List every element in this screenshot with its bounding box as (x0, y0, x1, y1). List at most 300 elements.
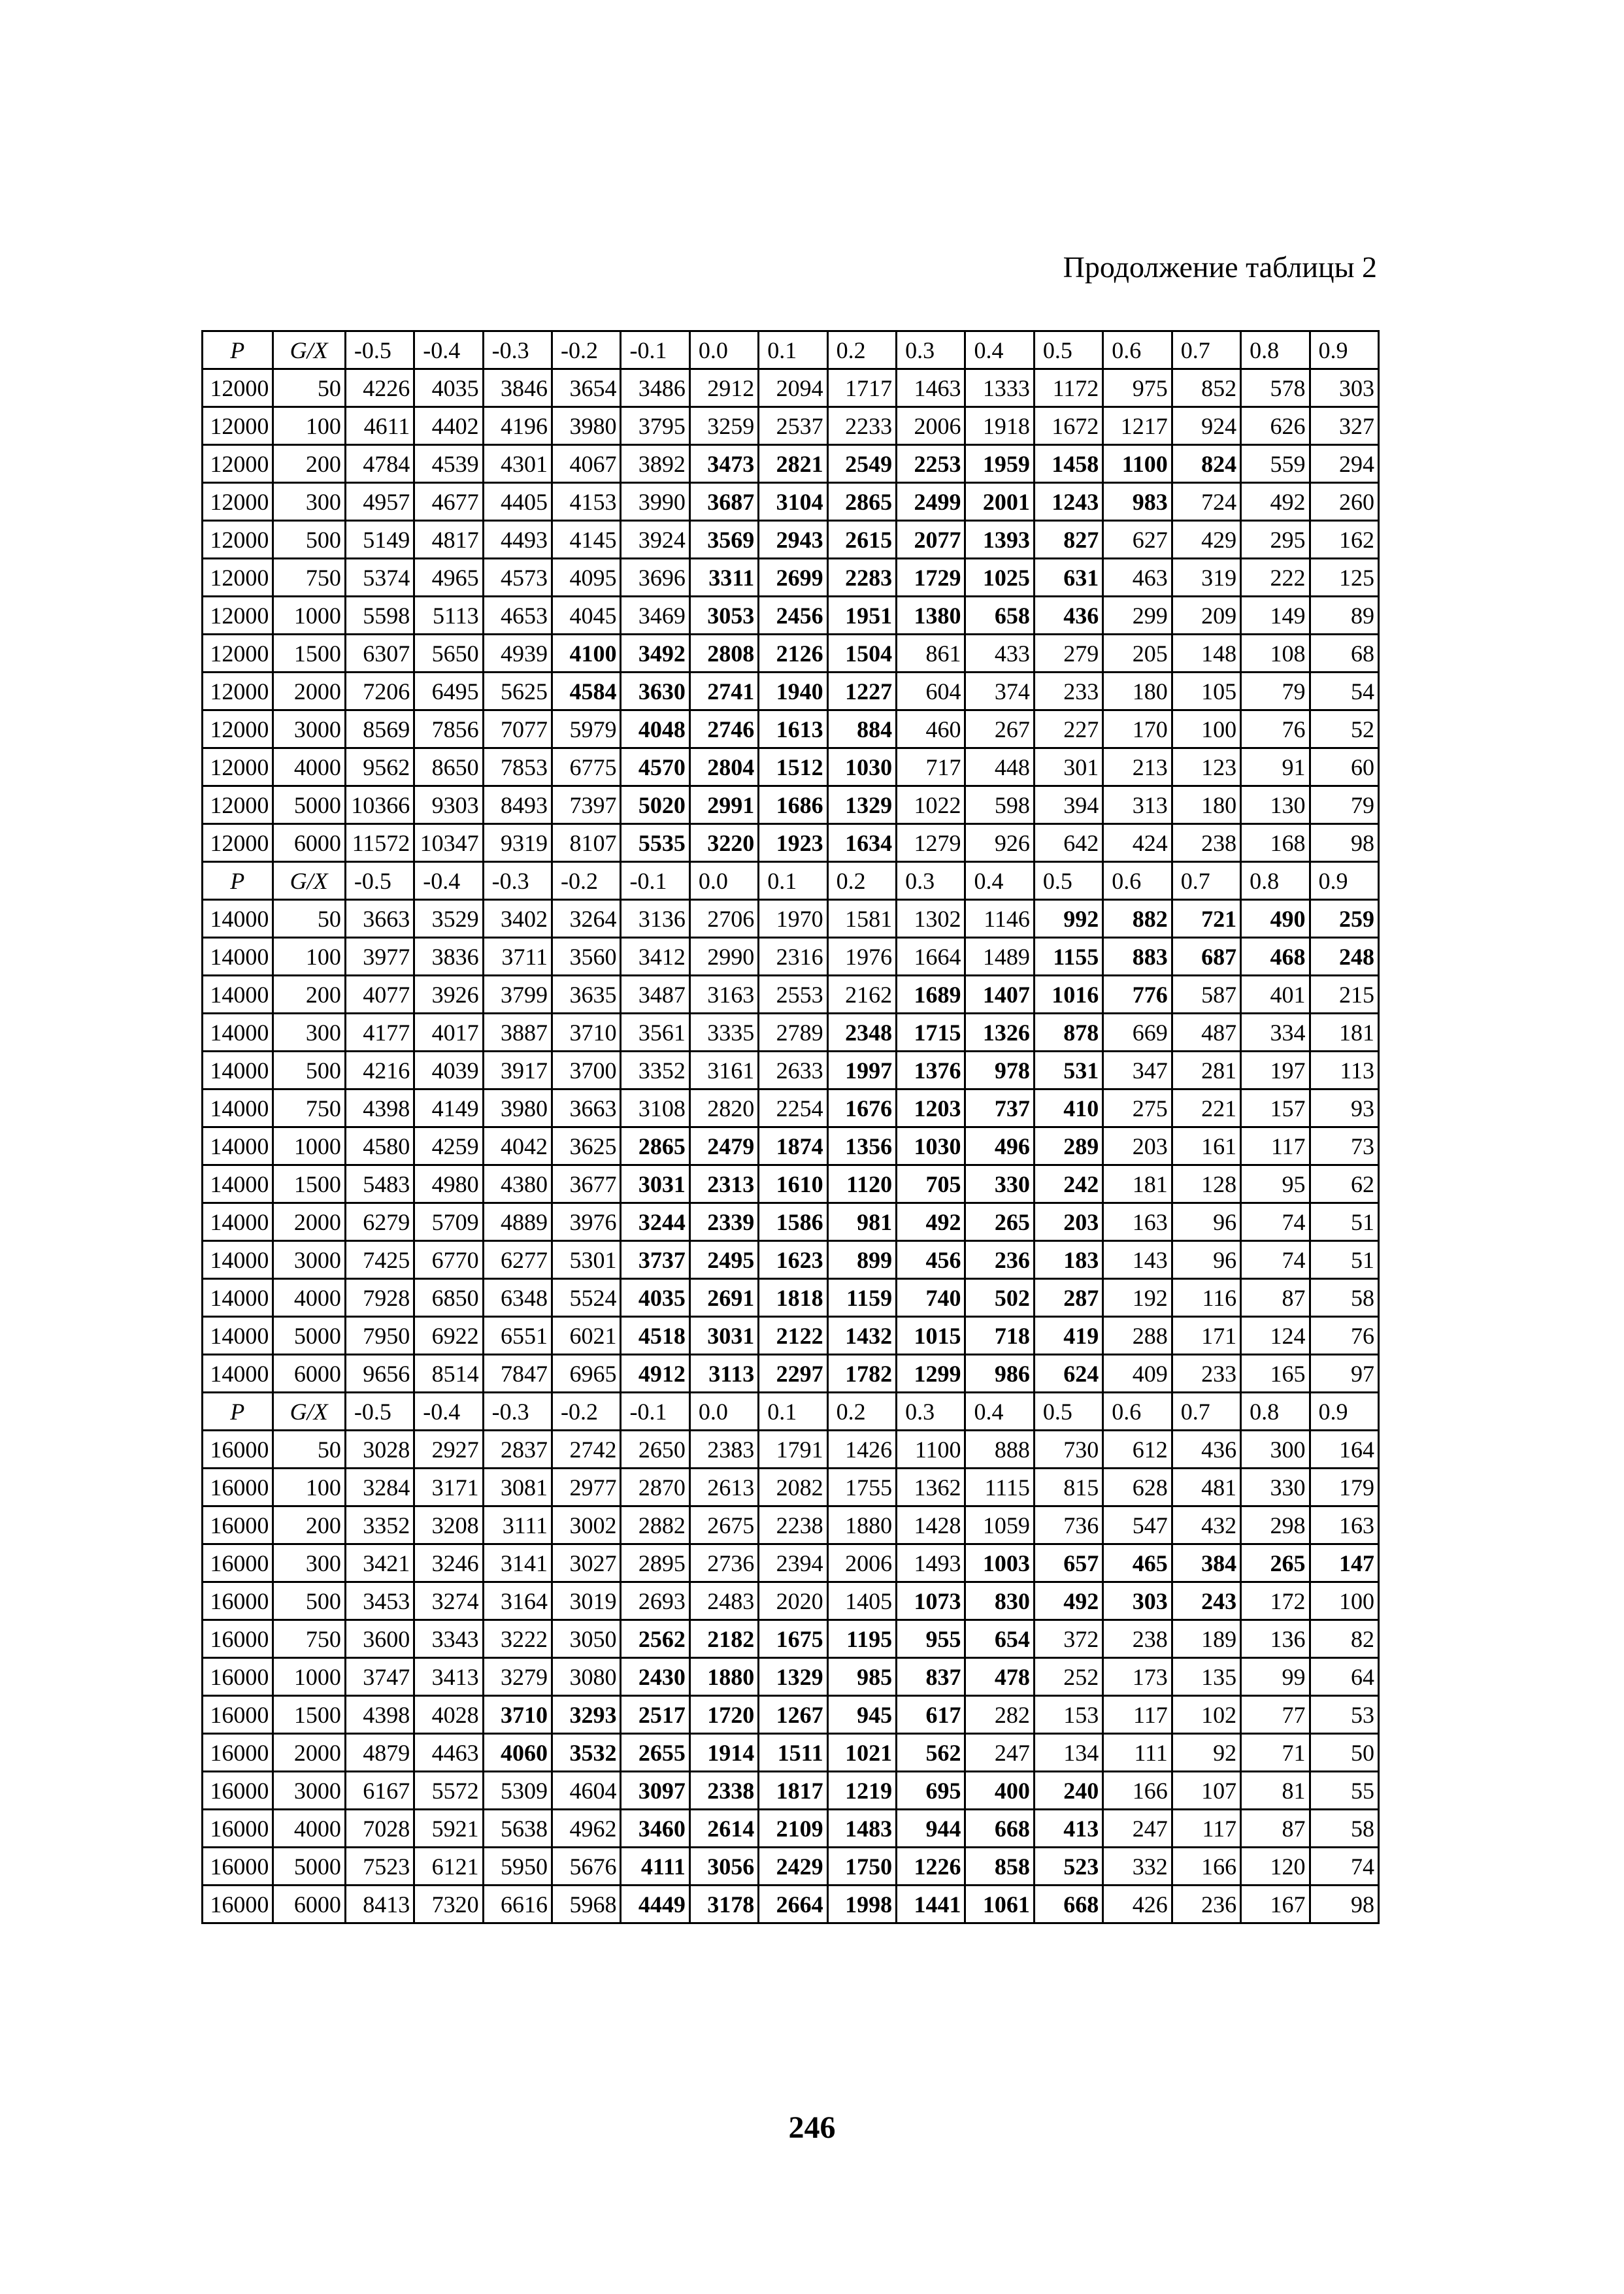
cell-p: 14000 (203, 1317, 273, 1355)
cell-value: 108 (1241, 635, 1310, 673)
cell-value: 5524 (552, 1279, 621, 1317)
cell-value: 409 (1103, 1355, 1172, 1393)
cell-value: 3487 (621, 976, 689, 1014)
cell-value: 4965 (414, 559, 483, 597)
cell-value: 3654 (552, 369, 621, 407)
cell-value: 496 (965, 1127, 1034, 1165)
cell-value: 53 (1310, 1696, 1378, 1734)
cell-value: 1003 (965, 1544, 1034, 1582)
cell-value: 4017 (414, 1014, 483, 1052)
cell-p: 12000 (203, 559, 273, 597)
cell-value: 327 (1310, 407, 1378, 445)
cell-value: 125 (1310, 559, 1378, 597)
cell-value: 2430 (621, 1658, 689, 1696)
cell-gx: 4000 (273, 1279, 345, 1317)
cell-value: 2338 (689, 1772, 758, 1810)
cell-value: 2253 (897, 445, 965, 483)
cell-value: 975 (1103, 369, 1172, 407)
cell-value: 2297 (759, 1355, 827, 1393)
cell-gx: 300 (273, 483, 345, 521)
header-cell: -0.5 (345, 862, 414, 900)
cell-value: 721 (1172, 900, 1240, 938)
cell-value: 233 (1034, 673, 1102, 710)
header-cell: 0.9 (1310, 862, 1378, 900)
cell-value: 4570 (621, 748, 689, 786)
cell-value: 3413 (414, 1658, 483, 1696)
cell-value: 424 (1103, 824, 1172, 862)
cell-value: 1329 (827, 786, 896, 824)
cell-value: 3980 (483, 1089, 552, 1127)
cell-value: 197 (1241, 1052, 1310, 1089)
cell-gx: 1500 (273, 635, 345, 673)
cell-value: 5968 (552, 1886, 621, 1923)
cell-value: 1610 (759, 1165, 827, 1203)
cell-value: 986 (965, 1355, 1034, 1393)
cell-value: 2927 (414, 1431, 483, 1469)
cell-value: 275 (1103, 1089, 1172, 1127)
cell-value: 117 (1241, 1127, 1310, 1165)
cell-value: 2870 (621, 1469, 689, 1506)
cell-value: 888 (965, 1431, 1034, 1469)
cell-value: 96 (1172, 1203, 1240, 1241)
cell-value: 3625 (552, 1127, 621, 1165)
cell-value: 3097 (621, 1772, 689, 1810)
cell-p: 16000 (203, 1772, 273, 1810)
cell-value: 1750 (827, 1848, 896, 1886)
cell-p: 16000 (203, 1544, 273, 1582)
cell-value: 3246 (414, 1544, 483, 1582)
cell-value: 3335 (689, 1014, 758, 1052)
cell-value: 117 (1172, 1810, 1240, 1848)
cell-p: 14000 (203, 1127, 273, 1165)
cell-value: 5020 (621, 786, 689, 824)
cell-value: 1874 (759, 1127, 827, 1165)
cell-value: 419 (1034, 1317, 1102, 1355)
cell-value: 2808 (689, 635, 758, 673)
cell-value: 3264 (552, 900, 621, 938)
cell-value: 1880 (689, 1658, 758, 1696)
cell-value: 736 (1034, 1506, 1102, 1544)
cell-gx: 500 (273, 1582, 345, 1620)
cell-value: 4580 (345, 1127, 414, 1165)
cell-value: 628 (1103, 1469, 1172, 1506)
cell-p: 12000 (203, 710, 273, 748)
cell-value: 3050 (552, 1620, 621, 1658)
cell-value: 426 (1103, 1886, 1172, 1923)
cell-value: 3031 (621, 1165, 689, 1203)
cell-value: 68 (1310, 635, 1378, 673)
cell-value: 203 (1034, 1203, 1102, 1241)
cell-p: 12000 (203, 369, 273, 407)
cell-value: 2020 (759, 1582, 827, 1620)
cell-value: 3028 (345, 1431, 414, 1469)
cell-value: 1016 (1034, 976, 1102, 1014)
cell-value: 303 (1310, 369, 1378, 407)
cell-value: 227 (1034, 710, 1102, 748)
cell-value: 55 (1310, 1772, 1378, 1810)
cell-value: 3532 (552, 1734, 621, 1772)
cell-value: 5650 (414, 635, 483, 673)
cell-value: 260 (1310, 483, 1378, 521)
cell-value: 1676 (827, 1089, 896, 1127)
cell-value: 2614 (689, 1810, 758, 1848)
cell-gx: 1500 (273, 1165, 345, 1203)
cell-value: 2483 (689, 1582, 758, 1620)
table-row (203, 938, 1379, 976)
cell-value: 279 (1034, 635, 1102, 673)
cell-value: 96 (1172, 1241, 1240, 1279)
cell-gx: 200 (273, 976, 345, 1014)
cell-p: 12000 (203, 483, 273, 521)
table-row (203, 1014, 1379, 1052)
cell-value: 4449 (621, 1886, 689, 1923)
cell-value: 578 (1241, 369, 1310, 407)
cell-value: 1405 (827, 1582, 896, 1620)
cell-value: 303 (1103, 1582, 1172, 1620)
header-cell: 0.9 (1310, 331, 1378, 369)
cell-value: 259 (1310, 900, 1378, 938)
cell-value: 8514 (414, 1355, 483, 1393)
cell-value: 502 (965, 1279, 1034, 1317)
cell-p: 14000 (203, 1279, 273, 1317)
cell-value: 1203 (897, 1089, 965, 1127)
header-cell: -0.2 (552, 862, 621, 900)
cell-value: 490 (1241, 900, 1310, 938)
cell-value: 3284 (345, 1469, 414, 1506)
cell-value: 215 (1310, 976, 1378, 1014)
header-cell: 0.0 (689, 862, 758, 900)
table-row (203, 1848, 1379, 1886)
cell-value: 631 (1034, 559, 1102, 597)
cell-value: 4573 (483, 559, 552, 597)
cell-value: 1970 (759, 900, 827, 938)
cell-value: 51 (1310, 1241, 1378, 1279)
cell-value: 2122 (759, 1317, 827, 1355)
cell-gx: 6000 (273, 1355, 345, 1393)
cell-value: 2691 (689, 1279, 758, 1317)
table-row (203, 1165, 1379, 1203)
cell-value: 4405 (483, 483, 552, 521)
cell-value: 1021 (827, 1734, 896, 1772)
cell-value: 6121 (414, 1848, 483, 1886)
header-cell-gx: G/X (273, 1393, 345, 1431)
cell-value: 8650 (414, 748, 483, 786)
cell-value: 3486 (621, 369, 689, 407)
header-cell: 0.3 (897, 862, 965, 900)
cell-value: 1061 (965, 1886, 1034, 1923)
cell-value: 105 (1172, 673, 1240, 710)
cell-value: 6167 (345, 1772, 414, 1810)
cell-value: 669 (1103, 1014, 1172, 1052)
header-cell: -0.1 (621, 1393, 689, 1431)
header-cell: -0.3 (483, 862, 552, 900)
cell-value: 3700 (552, 1052, 621, 1089)
cell-value: 1586 (759, 1203, 827, 1241)
cell-value: 52 (1310, 710, 1378, 748)
cell-value: 4048 (621, 710, 689, 748)
header-cell: -0.4 (414, 331, 483, 369)
cell-gx: 3000 (273, 710, 345, 748)
table-row (203, 1772, 1379, 1810)
cell-value: 740 (897, 1279, 965, 1317)
cell-value: 6277 (483, 1241, 552, 1279)
cell-gx: 200 (273, 445, 345, 483)
cell-value: 100 (1310, 1582, 1378, 1620)
cell-value: 6616 (483, 1886, 552, 1923)
cell-value: 3279 (483, 1658, 552, 1696)
cell-value: 2693 (621, 1582, 689, 1620)
cell-value: 981 (827, 1203, 896, 1241)
cell-gx: 5000 (273, 1317, 345, 1355)
header-cell: -0.2 (552, 1393, 621, 1431)
table-row (203, 1089, 1379, 1127)
cell-value: 2804 (689, 748, 758, 786)
header-cell: -0.3 (483, 1393, 552, 1431)
cell-p: 12000 (203, 407, 273, 445)
cell-value: 102 (1172, 1696, 1240, 1734)
cell-value: 93 (1310, 1089, 1378, 1127)
cell-value: 468 (1241, 938, 1310, 976)
cell-value: 1022 (897, 786, 965, 824)
cell-p: 14000 (203, 938, 273, 976)
cell-value: 3019 (552, 1582, 621, 1620)
cell-value: 1362 (897, 1469, 965, 1506)
cell-value: 1463 (897, 369, 965, 407)
cell-value: 400 (965, 1772, 1034, 1810)
cell-value: 1100 (1103, 445, 1172, 483)
cell-value: 3561 (621, 1014, 689, 1052)
cell-value: 3980 (552, 407, 621, 445)
cell-value: 330 (1241, 1469, 1310, 1506)
cell-value: 265 (965, 1203, 1034, 1241)
cell-p: 12000 (203, 521, 273, 559)
cell-value: 2094 (759, 369, 827, 407)
cell-p: 14000 (203, 1241, 273, 1279)
cell-gx: 4000 (273, 748, 345, 786)
cell-value: 50 (1310, 1734, 1378, 1772)
cell-value: 164 (1310, 1431, 1378, 1469)
cell-value: 162 (1310, 521, 1378, 559)
cell-value: 433 (965, 635, 1034, 673)
cell-value: 687 (1172, 938, 1240, 976)
cell-value: 1073 (897, 1582, 965, 1620)
cell-value: 410 (1034, 1089, 1102, 1127)
cell-value: 1219 (827, 1772, 896, 1810)
cell-value: 135 (1172, 1658, 1240, 1696)
cell-p: 14000 (203, 1355, 273, 1393)
cell-value: 3081 (483, 1469, 552, 1506)
cell-value: 2633 (759, 1052, 827, 1089)
cell-value: 456 (897, 1241, 965, 1279)
cell-value: 248 (1310, 938, 1378, 976)
cell-value: 77 (1241, 1696, 1310, 1734)
cell-value: 478 (965, 1658, 1034, 1696)
cell-value: 562 (897, 1734, 965, 1772)
cell-p: 16000 (203, 1734, 273, 1772)
cell-value: 4226 (345, 369, 414, 407)
cell-value: 3293 (552, 1696, 621, 1734)
cell-value: 136 (1241, 1620, 1310, 1658)
cell-p: 16000 (203, 1431, 273, 1469)
cell-value: 3799 (483, 976, 552, 1014)
header-cell: 0.1 (759, 1393, 827, 1431)
cell-value: 7950 (345, 1317, 414, 1355)
cell-value: 2499 (897, 483, 965, 521)
cell-value: 98 (1310, 1886, 1378, 1923)
cell-value: 2865 (621, 1127, 689, 1165)
cell-value: 492 (1241, 483, 1310, 521)
cell-value: 1613 (759, 710, 827, 748)
header-cell: 0.4 (965, 862, 1034, 900)
cell-value: 5638 (483, 1810, 552, 1848)
header-cell: 0.7 (1172, 862, 1240, 900)
cell-value: 1664 (897, 938, 965, 976)
cell-value: 205 (1103, 635, 1172, 673)
cell-value: 3630 (621, 673, 689, 710)
cell-value: 3836 (414, 938, 483, 976)
table-row (203, 1431, 1379, 1469)
cell-value: 87 (1241, 1279, 1310, 1317)
header-cell: 0.4 (965, 1393, 1034, 1431)
cell-value: 165 (1241, 1355, 1310, 1393)
cell-value: 319 (1172, 559, 1240, 597)
cell-value: 983 (1103, 483, 1172, 521)
cell-value: 1880 (827, 1506, 896, 1544)
cell-value: 5301 (552, 1241, 621, 1279)
cell-value: 2126 (759, 635, 827, 673)
cell-value: 149 (1241, 597, 1310, 635)
cell-value: 161 (1172, 1127, 1240, 1165)
cell-value: 852 (1172, 369, 1240, 407)
cell-value: 124 (1241, 1317, 1310, 1355)
cell-value: 1267 (759, 1696, 827, 1734)
cell-value: 1940 (759, 673, 827, 710)
header-cell: 0.1 (759, 862, 827, 900)
cell-value: 180 (1103, 673, 1172, 710)
cell-value: 171 (1172, 1317, 1240, 1355)
cell-value: 945 (827, 1696, 896, 1734)
cell-value: 3976 (552, 1203, 621, 1241)
cell-value: 3208 (414, 1506, 483, 1544)
cell-value: 111 (1103, 1734, 1172, 1772)
cell-value: 1393 (965, 521, 1034, 559)
cell-value: 238 (1103, 1620, 1172, 1658)
cell-value: 172 (1241, 1582, 1310, 1620)
cell-value: 1155 (1034, 938, 1102, 976)
cell-value: 3171 (414, 1469, 483, 1506)
cell-value: 1380 (897, 597, 965, 635)
cell-value: 301 (1034, 748, 1102, 786)
cell-value: 4817 (414, 521, 483, 559)
cell-value: 4035 (414, 369, 483, 407)
cell-value: 3990 (621, 483, 689, 521)
cell-gx: 1000 (273, 1127, 345, 1165)
cell-value: 4149 (414, 1089, 483, 1127)
cell-value: 3031 (689, 1317, 758, 1355)
cell-value: 878 (1034, 1014, 1102, 1052)
cell-value: 3600 (345, 1620, 414, 1658)
cell-value: 2313 (689, 1165, 758, 1203)
cell-value: 166 (1172, 1848, 1240, 1886)
cell-value: 4402 (414, 407, 483, 445)
cell-value: 1458 (1034, 445, 1102, 483)
header-cell: -0.2 (552, 331, 621, 369)
table-row (203, 1469, 1379, 1506)
cell-value: 107 (1172, 1772, 1240, 1810)
cell-value: 4028 (414, 1696, 483, 1734)
cell-value: 2109 (759, 1810, 827, 1848)
cell-value: 2912 (689, 369, 758, 407)
cell-value: 4153 (552, 483, 621, 521)
cell-value: 7397 (552, 786, 621, 824)
cell-value: 3529 (414, 900, 483, 938)
cell-gx: 2000 (273, 673, 345, 710)
cell-value: 3056 (689, 1848, 758, 1886)
cell-value: 827 (1034, 521, 1102, 559)
cell-value: 7928 (345, 1279, 414, 1317)
cell-value: 1428 (897, 1506, 965, 1544)
cell-value: 298 (1241, 1506, 1310, 1544)
cell-value: 1689 (897, 976, 965, 1014)
table-row (203, 1203, 1379, 1241)
cell-value: 926 (965, 824, 1034, 862)
cell-value: 6495 (414, 673, 483, 710)
cell-value: 1426 (827, 1431, 896, 1469)
cell-value: 1100 (897, 1431, 965, 1469)
cell-value: 559 (1241, 445, 1310, 483)
cell-value: 668 (1034, 1886, 1102, 1923)
table-row (203, 483, 1379, 521)
cell-value: 2233 (827, 407, 896, 445)
cell-value: 2553 (759, 976, 827, 1014)
cell-p: 16000 (203, 1620, 273, 1658)
cell-value: 203 (1103, 1127, 1172, 1165)
cell-gx: 750 (273, 1089, 345, 1127)
cell-value: 123 (1172, 748, 1240, 786)
cell-value: 74 (1241, 1241, 1310, 1279)
cell-value: 2820 (689, 1089, 758, 1127)
cell-value: 1302 (897, 900, 965, 938)
cell-value: 4493 (483, 521, 552, 559)
cell-value: 5950 (483, 1848, 552, 1886)
cell-value: 3926 (414, 976, 483, 1014)
table-row (203, 1355, 1379, 1393)
cell-value: 1715 (897, 1014, 965, 1052)
cell-value: 4398 (345, 1089, 414, 1127)
cell-value: 1329 (759, 1658, 827, 1696)
cell-value: 4889 (483, 1203, 552, 1241)
cell-value: 5921 (414, 1810, 483, 1848)
cell-value: 252 (1034, 1658, 1102, 1696)
cell-value: 4259 (414, 1127, 483, 1165)
cell-value: 3795 (621, 407, 689, 445)
cell-value: 92 (1172, 1734, 1240, 1772)
cell-p: 14000 (203, 1052, 273, 1089)
cell-value: 4045 (552, 597, 621, 635)
cell-value: 3924 (621, 521, 689, 559)
cell-value: 3352 (345, 1506, 414, 1544)
cell-value: 5598 (345, 597, 414, 635)
cell-value: 313 (1103, 786, 1172, 824)
cell-value: 166 (1103, 1772, 1172, 1810)
cell-value: 1512 (759, 748, 827, 786)
cell-value: 1489 (965, 938, 1034, 976)
cell-value: 4653 (483, 597, 552, 635)
cell-value: 1243 (1034, 483, 1102, 521)
cell-value: 76 (1241, 710, 1310, 748)
cell-value: 3663 (345, 900, 414, 938)
cell-value: 718 (965, 1317, 1034, 1355)
